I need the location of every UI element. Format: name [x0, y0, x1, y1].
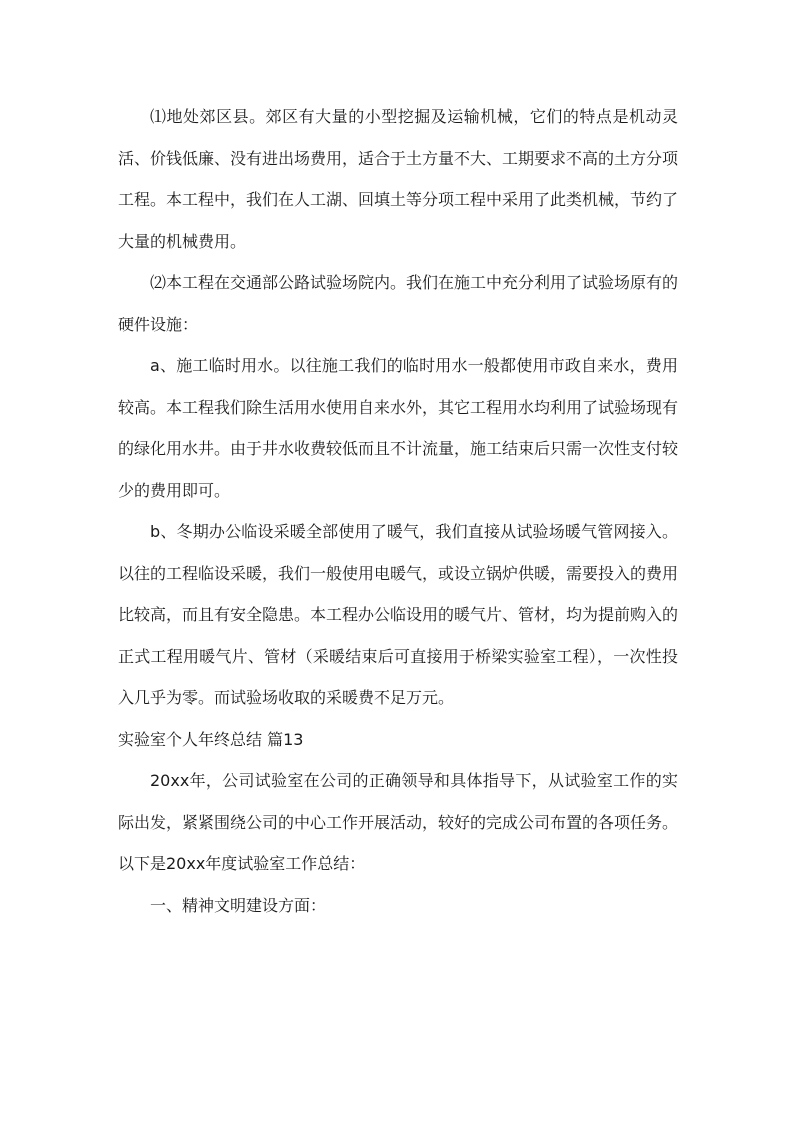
paragraph-suburban-machinery: ⑴地处郊区县。郊区有大量的小型挖掘及运输机械，它们的特点是机动灵活、价钱低廉、没有进出场费用，适合于土方量不大、工期要求不高的土方分项工程。本工程中，我们在人工湖、回填土等分项工程中采用了此类机械，节约了大量的机械费用。 [118, 107, 679, 251]
section-heading: 实验室个人年终总结 篇13 [118, 729, 304, 749]
document-body [118, 96, 678, 926]
paragraph-winter-heating: b、冬期办公临设采暖全部使用了暖气，我们直接从试验场暖气管网接入。以往的工程临设采暖，我们一般使用电暖气，或设立锅炉供暖，需要投入的费用比较高，而且有安全隐患。本工程办公临设用的暖气片、管材，均为提前购入的正式工程用暖气片、管材（采暖结束后可直接用于桥梁实验室工程），一次性投入几乎为零。而试验场收取的采暖费不足万元。 [118, 522, 679, 707]
paragraph-annual-summary-intro: 20xx年，公司试验室在公司的正确领导和具体指导下，从试验室工作的实际出发，紧紧围绕公司的中心工作开展活动，较好的完成公司布置的各项任务。以下是20xx年度试验室工作总结： [118, 771, 679, 873]
paragraph-test-site-facilities: ⑵本工程在交通部公路试验场院内。我们在施工中充分利用了试验场原有的硬件设施： [118, 273, 679, 334]
paragraph-spiritual-civilization: 一、精神文明建设方面： [150, 895, 327, 915]
paragraph-temporary-water: a、施工临时用水。以往施工我们的临时用水一般都使用市政自来水，费用较高。本工程我们除生活用水使用自来水外，其它工程用水均利用了试验场现有的绿化用水井。由于井水收费较低而且不计流量，施工结束后只需一次性支付较少的费用即可。 [118, 356, 679, 500]
